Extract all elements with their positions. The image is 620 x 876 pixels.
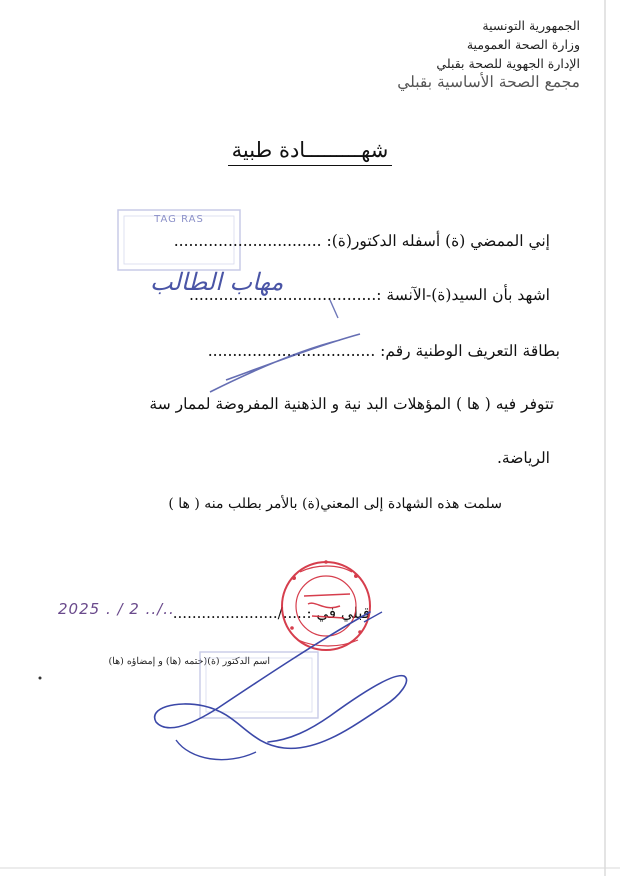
header-health-center: مجمع الصحة الأساسية بقبلي bbox=[397, 73, 580, 91]
handwritten-date: 2025 . / 2 ../.. bbox=[58, 600, 175, 618]
faded-stamp-top-text: TAG RAS bbox=[154, 214, 204, 225]
delivery-line: سلمت هذه الشهادة إلى المعني(ة) بالأمر بطلب منه ( ها ) bbox=[168, 496, 502, 512]
page-title bbox=[0, 138, 620, 166]
national-id-line: بطاقة التعريف الوطنية رقم: .................................. bbox=[207, 342, 560, 360]
header-ministry: وزارة الصحة العمومية bbox=[466, 37, 580, 52]
fitness-line: تتوفر فيه ( ها ) المؤهلات البد نية و الذهنية المفروضة لممار سة bbox=[149, 395, 554, 413]
witness-line: اشهد بأن السيد(ة)-الآنسة :...................................... bbox=[189, 286, 550, 304]
header-regional-directorate: الإدارة الجهوية للصحة بقبلي bbox=[436, 56, 580, 71]
doctor-line: إني الممضي (ة) أسفله الدكتور(ة): .............................. bbox=[173, 232, 550, 250]
handwritten-patient-name: مهاب الطالب bbox=[150, 268, 284, 296]
institution-header bbox=[397, 16, 580, 92]
sport-line: الرياضة. bbox=[496, 449, 550, 467]
signature-label: اسم الدكتور (ة)(ختمه (ها) و إمضاؤه (ها) bbox=[108, 656, 270, 667]
place-date-line: قبلي في :...../...................... bbox=[172, 604, 370, 622]
page-title-text: شهـــــــــادة طبية bbox=[228, 138, 393, 166]
header-country: الجمهورية التونسية bbox=[482, 18, 580, 33]
